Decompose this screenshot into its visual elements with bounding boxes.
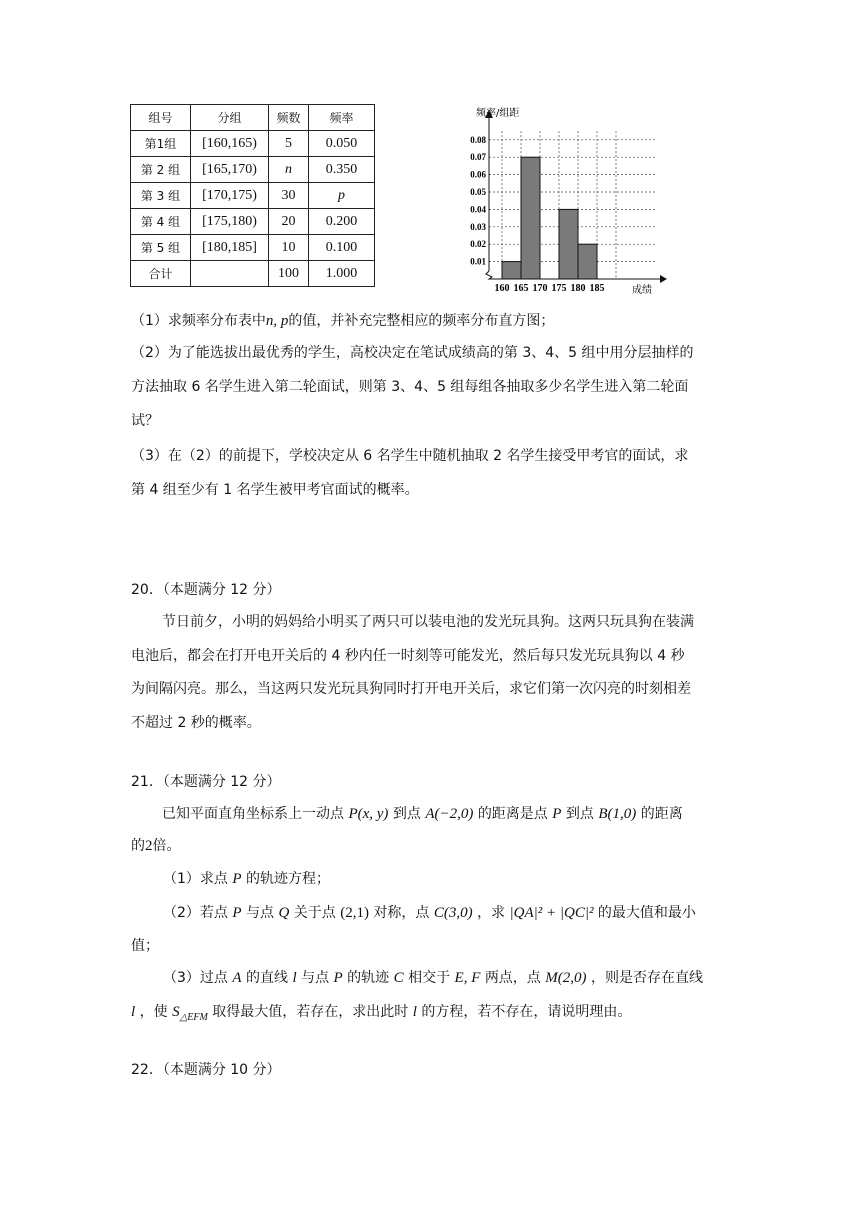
text: （2）若点 bbox=[163, 905, 228, 921]
text: 的方程，若不存在，请说明理由。 bbox=[421, 1004, 632, 1020]
problem-21-sub3 bbox=[163, 968, 703, 988]
x-tick-label: 185 bbox=[589, 283, 605, 294]
text: 到点 bbox=[565, 806, 594, 822]
table-cell: n bbox=[269, 157, 309, 183]
point-P: P bbox=[333, 970, 343, 986]
y-tick-label: 0.06 bbox=[470, 169, 486, 180]
text: 与点 bbox=[246, 905, 274, 921]
table-cell: 0.100 bbox=[309, 235, 375, 261]
y-axis-label: 频率/组距 bbox=[476, 108, 520, 119]
table-cell: [165,170) bbox=[191, 157, 269, 183]
point-P: P(x, y) bbox=[348, 806, 389, 822]
text: 关于点 bbox=[293, 905, 336, 921]
table-row bbox=[131, 131, 375, 157]
point-P: P bbox=[232, 871, 242, 887]
q3-line: 第 4 组至少有 1 名学生被甲考官面试的概率。 bbox=[131, 482, 419, 498]
x-axis-arrow bbox=[660, 275, 667, 283]
problem-21-intro bbox=[162, 804, 683, 824]
area-symbol: S bbox=[172, 1004, 180, 1020]
text: （1）求点 bbox=[163, 871, 228, 887]
text: 的直线 bbox=[246, 970, 288, 986]
table-cell: [160,165) bbox=[191, 131, 269, 157]
table-row bbox=[131, 261, 375, 287]
y-tick-label: 0.03 bbox=[470, 221, 486, 232]
problem-21-sub1 bbox=[163, 869, 330, 889]
text: 的 bbox=[131, 838, 145, 854]
y-tick-label: 0.05 bbox=[470, 187, 486, 197]
text: 的轨迹方程； bbox=[246, 871, 330, 887]
point-A: A(−2,0) bbox=[425, 806, 474, 822]
problem-21-sub2 bbox=[163, 903, 696, 923]
line-l: l bbox=[131, 1004, 136, 1020]
histogram-bar bbox=[559, 209, 578, 279]
area-subscript: △EFM bbox=[179, 1011, 208, 1023]
histogram-bar bbox=[521, 157, 540, 279]
problem-20-line: 不超过 2 秒的概率。 bbox=[131, 715, 261, 731]
problem-21-line bbox=[131, 836, 181, 856]
table-cell: 100 bbox=[269, 261, 309, 287]
point: (2,1) bbox=[340, 905, 369, 921]
table-cell: 5 bbox=[269, 131, 309, 157]
text: 的最大值和最小 bbox=[597, 905, 696, 921]
x-tick-label: 160 bbox=[494, 283, 510, 294]
table-cell bbox=[191, 261, 269, 287]
q1-text: 的值，并补充完整相应的频率分布直方图； bbox=[288, 313, 555, 329]
y-tick-label: 0.01 bbox=[470, 256, 486, 267]
table-cell: [175,180) bbox=[191, 209, 269, 235]
table-cell: 合计 bbox=[131, 261, 191, 287]
point-C: C(3,0) bbox=[433, 905, 473, 921]
table-row bbox=[131, 235, 375, 261]
table-row bbox=[131, 157, 375, 183]
y-tick-label: 0.07 bbox=[470, 152, 486, 163]
point-M: M(2,0) bbox=[545, 970, 587, 986]
text: 的距离 bbox=[640, 806, 683, 822]
problem-20-heading: 20．（本题满分 12 分） bbox=[131, 582, 281, 598]
table-cell: 第 3 组 bbox=[131, 183, 191, 209]
point-P: P bbox=[232, 905, 242, 921]
text: 倍。 bbox=[152, 838, 181, 854]
q3-line: （3）在（2）的前提下，学校决定从 6 名学生中随机抽取 2 名学生接受甲考官的面试，求 bbox=[131, 448, 689, 464]
text: 相交于 bbox=[408, 970, 451, 986]
text: （3）过点 bbox=[163, 970, 228, 986]
problem-20-line: 为间隔闪亮。那么，当这两只发光玩具狗同时打开电开关后，求它们第一次闪亮的时刻相差 bbox=[131, 681, 691, 697]
table-header: 分组 bbox=[191, 105, 269, 131]
problem-22-heading: 22．（本题满分 10 分） bbox=[131, 1062, 281, 1078]
table-cell: p bbox=[309, 183, 375, 209]
table-cell: [180,185] bbox=[191, 235, 269, 261]
y-tick-label: 0.08 bbox=[470, 134, 486, 145]
table-cell: 第 5 组 bbox=[131, 235, 191, 261]
number: 2 bbox=[145, 838, 153, 854]
point-A: A bbox=[232, 970, 242, 986]
q2-line: 试？ bbox=[131, 413, 159, 429]
line-l: l bbox=[292, 970, 297, 986]
table-header: 频数 bbox=[269, 105, 309, 131]
histogram-bar bbox=[578, 244, 597, 279]
table-cell: 第 2 组 bbox=[131, 157, 191, 183]
q1-text: （1）求频率分布表中 bbox=[131, 313, 266, 329]
x-tick-label: 170 bbox=[532, 283, 548, 294]
text: 两点，点 bbox=[484, 970, 541, 986]
problem-20-line: 电池后，都会在打开电开关后的 4 秒内任一时刻等可能发光，然后每只发光玩具狗以 4 秒 bbox=[131, 648, 685, 664]
table-header: 频率 bbox=[309, 105, 375, 131]
points-EF: E, F bbox=[454, 970, 481, 986]
q1-vars: n, p bbox=[265, 313, 289, 329]
text: ，求 bbox=[477, 905, 506, 921]
text: 与点 bbox=[301, 970, 330, 986]
table-cell: 第1组 bbox=[131, 131, 191, 157]
point-Q: Q bbox=[278, 905, 290, 921]
frequency-histogram bbox=[452, 104, 672, 304]
y-tick-label: 0.04 bbox=[470, 204, 486, 215]
q2-line: 方法抽取 6 名学生进入第二轮面试，则第 3、4、5 组每组各抽取多少名学生进入第二轮面 bbox=[131, 379, 689, 395]
line-l: l bbox=[412, 1004, 417, 1020]
table-row bbox=[131, 209, 375, 235]
axis-break bbox=[486, 271, 502, 279]
x-tick-label: 175 bbox=[551, 283, 567, 294]
point-P: P bbox=[552, 806, 562, 822]
table-header: 组号 bbox=[131, 105, 191, 131]
histogram-bar bbox=[502, 262, 521, 279]
problem-21-line bbox=[131, 1002, 631, 1028]
q1-line bbox=[131, 311, 554, 331]
text: 的距离是点 bbox=[477, 806, 548, 822]
table-cell: 0.050 bbox=[309, 131, 375, 157]
frequency-table bbox=[130, 104, 375, 287]
text: 已知平面直角坐标系上一动点 bbox=[162, 806, 344, 822]
text: ，使 bbox=[139, 1004, 168, 1020]
x-tick-label: 180 bbox=[570, 283, 586, 294]
text: ，则是否存在直线 bbox=[590, 970, 703, 986]
table-cell: 20 bbox=[269, 209, 309, 235]
table-cell: 0.200 bbox=[309, 209, 375, 235]
curve-C: C bbox=[393, 970, 404, 986]
table-cell: 30 bbox=[269, 183, 309, 209]
table-header-row bbox=[131, 105, 375, 131]
q2-line: （2）为了能选拔出最优秀的学生，高校决定在笔试成绩高的第 3、4、5 组中用分层抽样的 bbox=[131, 345, 694, 361]
problem-21-heading: 21．（本题满分 12 分） bbox=[131, 774, 281, 790]
expression: |QA|² + |QC|² bbox=[509, 905, 594, 921]
text: 对称，点 bbox=[373, 905, 430, 921]
table-cell: 0.350 bbox=[309, 157, 375, 183]
text: 取得最大值，若存在，求出此时 bbox=[212, 1004, 409, 1020]
x-axis-label: 成绩 bbox=[632, 285, 652, 296]
table-cell: 10 bbox=[269, 235, 309, 261]
table-cell: [170,175) bbox=[191, 183, 269, 209]
y-tick-label: 0.02 bbox=[470, 239, 486, 250]
x-tick-label: 165 bbox=[513, 283, 529, 294]
text: 到点 bbox=[392, 806, 421, 822]
table-cell: 1.000 bbox=[309, 261, 375, 287]
problem-20-line: 节日前夕，小明的妈妈给小明买了两只可以装电池的发光玩具狗。这两只玩具狗在装满 bbox=[162, 614, 694, 630]
problem-21-line: 值； bbox=[131, 938, 159, 954]
table-cell: 第 4 组 bbox=[131, 209, 191, 235]
table-row bbox=[131, 183, 375, 209]
point-B: B(1,0) bbox=[598, 806, 637, 822]
text: 的轨迹 bbox=[347, 970, 390, 986]
